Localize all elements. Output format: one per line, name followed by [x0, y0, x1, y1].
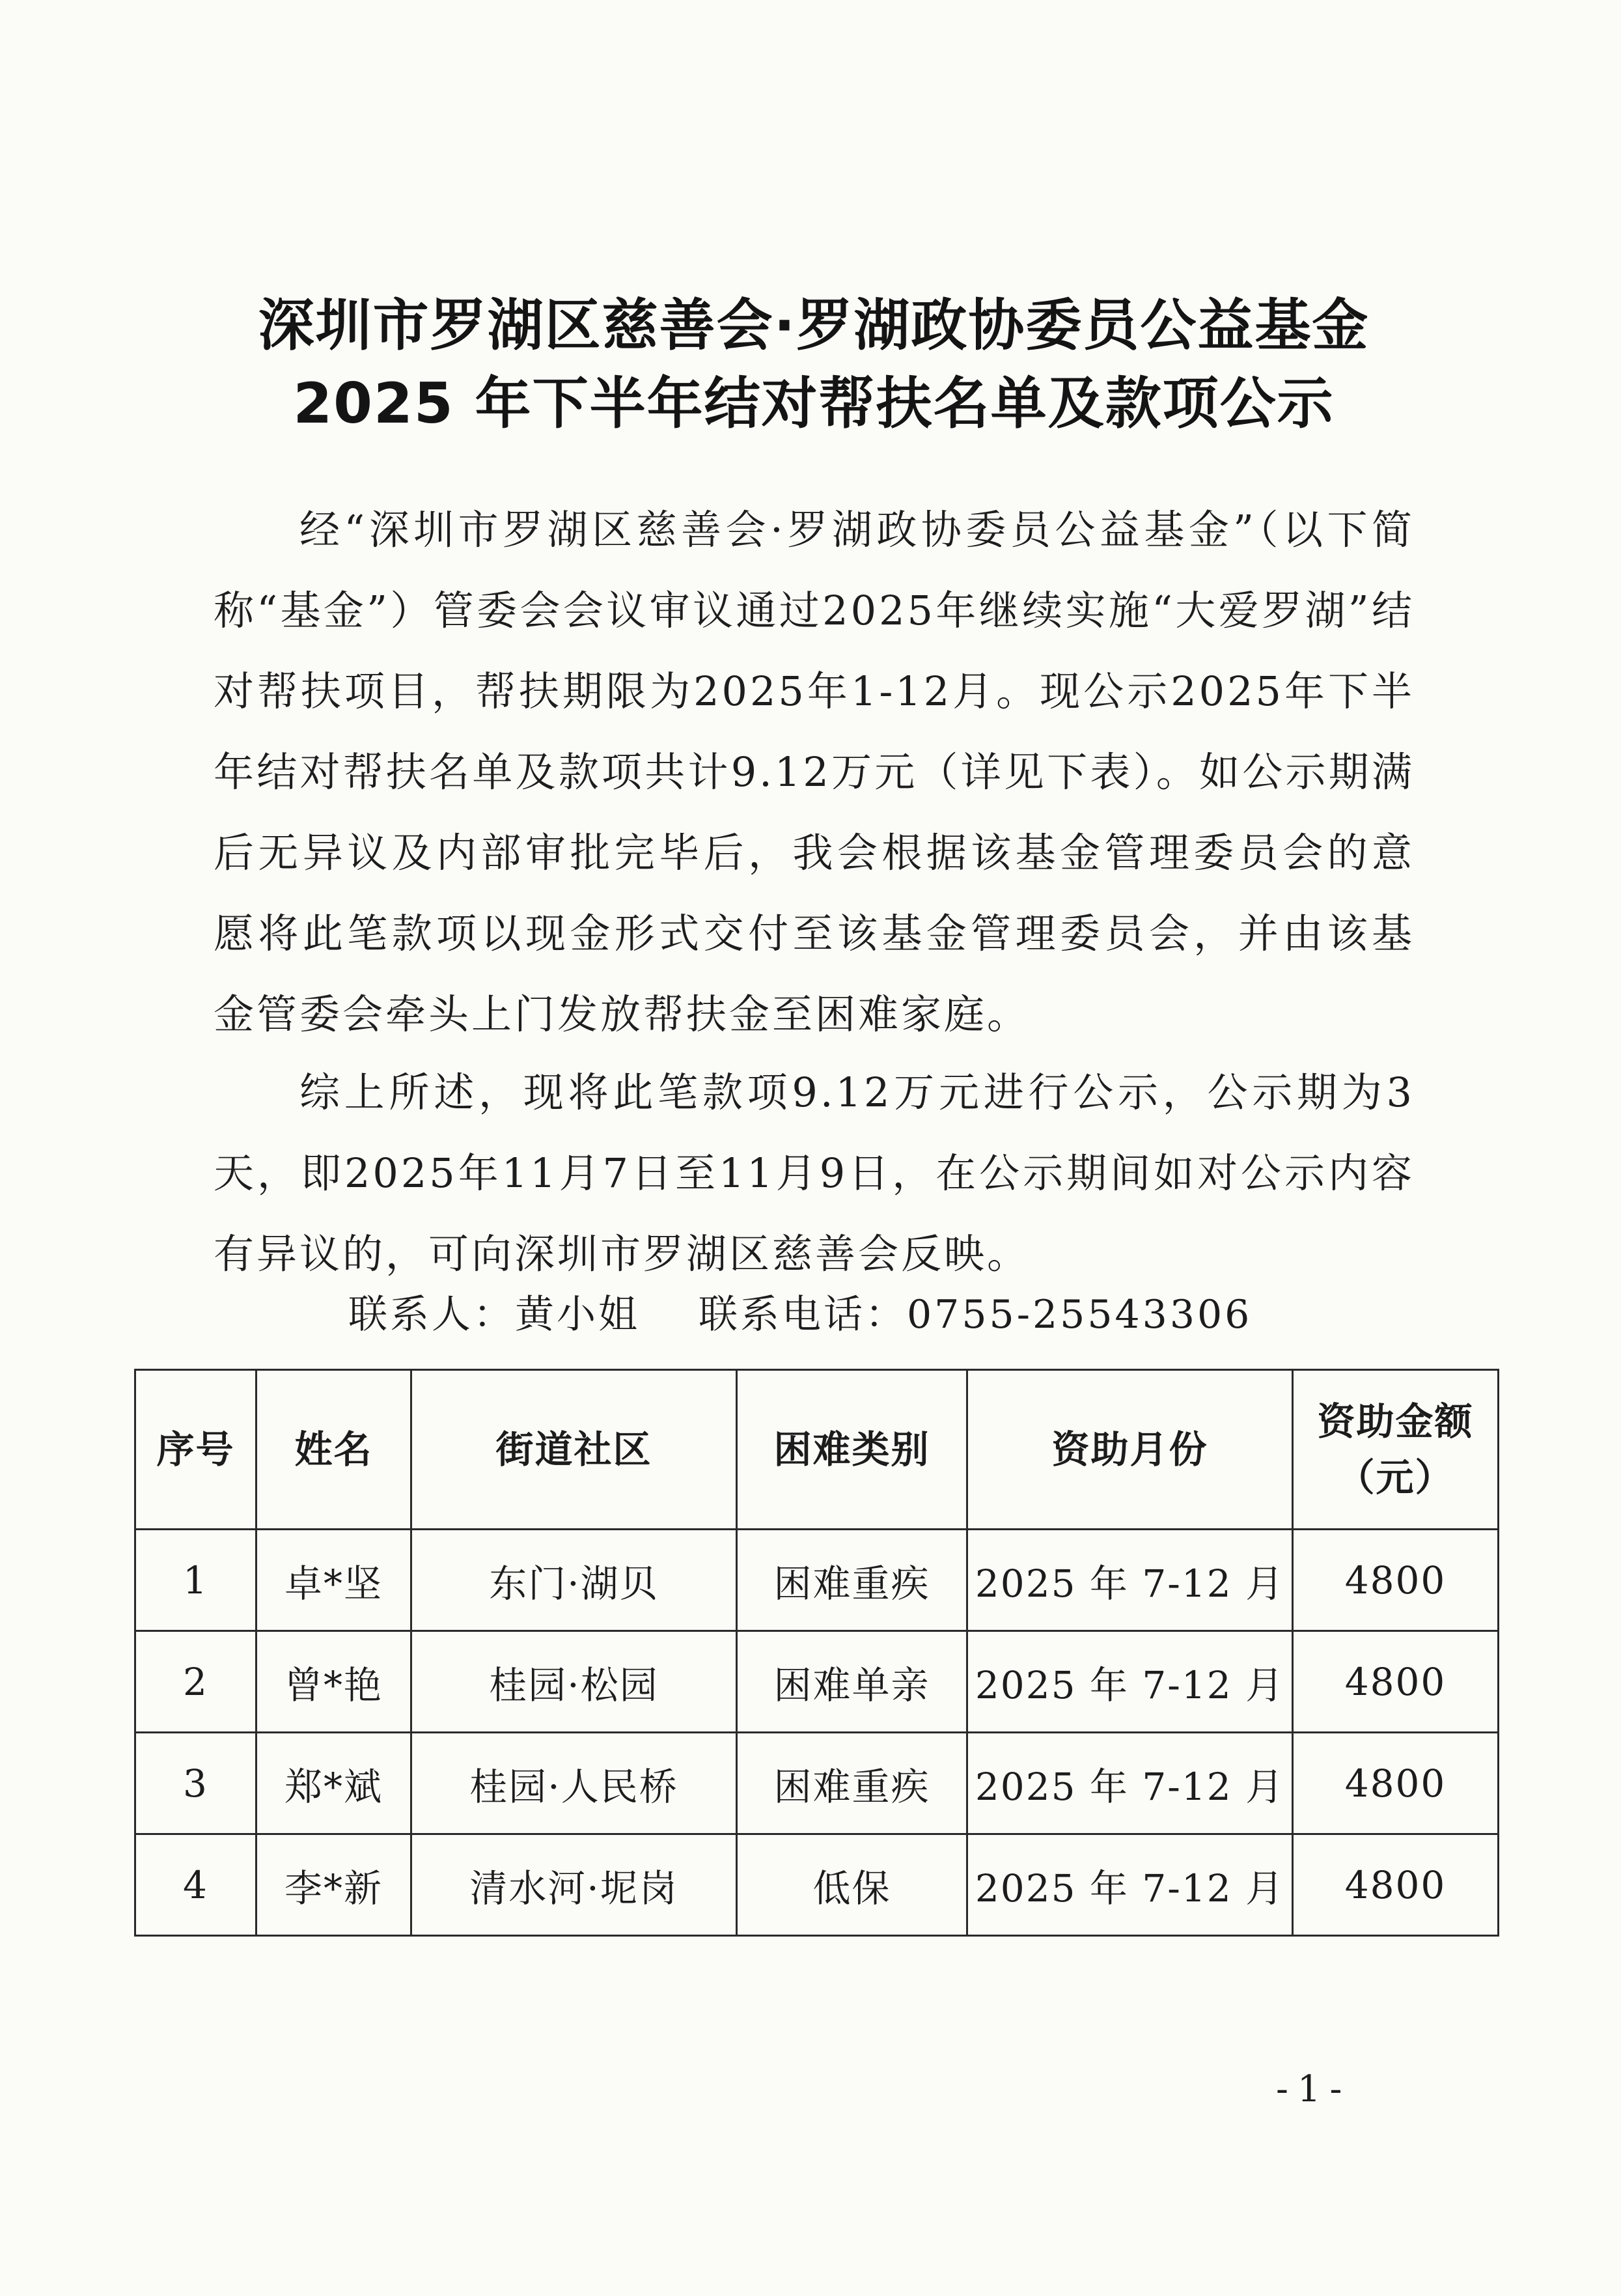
contact-person: 联系人：黄小姐	[348, 1292, 640, 1337]
cell-aid-months: 2025 年 7-12 月	[967, 1834, 1293, 1936]
cell-community: 东门·湖贝	[411, 1530, 737, 1631]
document-title-line-2: 2025 年下半年结对帮扶名单及款项公示	[293, 371, 1335, 436]
cell-aid-months: 2025 年 7-12 月	[967, 1530, 1293, 1631]
cell-hardship-type: 困难重疾	[737, 1733, 967, 1834]
cell-hardship-type: 低保	[737, 1834, 967, 1936]
cell-aid-amount: 4800	[1293, 1834, 1499, 1936]
header-aid-amount: 资助金额（元）	[1293, 1370, 1499, 1530]
header-hardship-type: 困难类别	[737, 1370, 967, 1530]
cell-aid-amount: 4800	[1293, 1733, 1499, 1834]
cell-index: 3	[135, 1733, 256, 1834]
cell-index: 2	[135, 1631, 256, 1733]
cell-community: 桂园·人民桥	[411, 1733, 737, 1834]
assistance-table	[134, 1369, 1499, 1937]
contact-phone: 联系电话：0755-25543306	[699, 1292, 1253, 1337]
cell-name: 郑*斌	[256, 1733, 411, 1834]
table-row	[135, 1733, 1499, 1834]
cell-aid-months: 2025 年 7-12 月	[967, 1733, 1293, 1834]
cell-community: 桂园·松园	[411, 1631, 737, 1733]
cell-index: 1	[135, 1530, 256, 1631]
cell-aid-months: 2025 年 7-12 月	[967, 1631, 1293, 1733]
cell-hardship-type: 困难重疾	[737, 1530, 967, 1631]
cell-aid-amount: 4800	[1293, 1631, 1499, 1733]
document-title-line-1: 深圳市罗湖区慈善会·罗湖政协委员公益基金	[258, 293, 1370, 358]
cell-name: 李*新	[256, 1834, 411, 1936]
header-name: 姓名	[256, 1370, 411, 1530]
body-paragraph-1: 经“深圳市罗湖区慈善会·罗湖政协委员公益基金”（以下简称“基金”）管委会会议审议通过2025年继续实施“大爱罗湖”结对帮扶项目，帮扶期限为2025年1-12月。现公示2025年下半年结对帮扶名单及款项共计9.12万元（详见下表）。如公示期满后无异议及内部审批完毕后，我会根据该基金管理委员会的意愿将此笔款项以现金形式交付至该基金管理委员会，并由该基金管委会牵头上门发放帮扶金至困难家庭。	[214, 506, 1415, 1038]
table-row	[135, 1530, 1499, 1631]
cell-name: 卓*坚	[256, 1530, 411, 1631]
cell-aid-amount: 4800	[1293, 1530, 1499, 1631]
header-index: 序号	[135, 1370, 256, 1530]
table-row	[135, 1834, 1499, 1936]
page-number: -1-	[1276, 2068, 1351, 2110]
cell-name: 曾*艳	[256, 1631, 411, 1733]
cell-index: 4	[135, 1834, 256, 1936]
contact-line	[348, 1287, 1252, 1343]
body-paragraph-2: 综上所述，现将此笔款项9.12万元进行公示，公示期为3天，即2025年11月7日至11月9日，在公示期间如对公示内容有异议的，可向深圳市罗湖区慈善会反映。	[214, 1069, 1415, 1278]
header-community: 街道社区	[411, 1370, 737, 1530]
header-aid-months: 资助月份	[967, 1370, 1293, 1530]
cell-hardship-type: 困难单亲	[737, 1631, 967, 1733]
table-header-row	[135, 1370, 1499, 1530]
cell-community: 清水河·坭岗	[411, 1834, 737, 1936]
table-row	[135, 1631, 1499, 1733]
